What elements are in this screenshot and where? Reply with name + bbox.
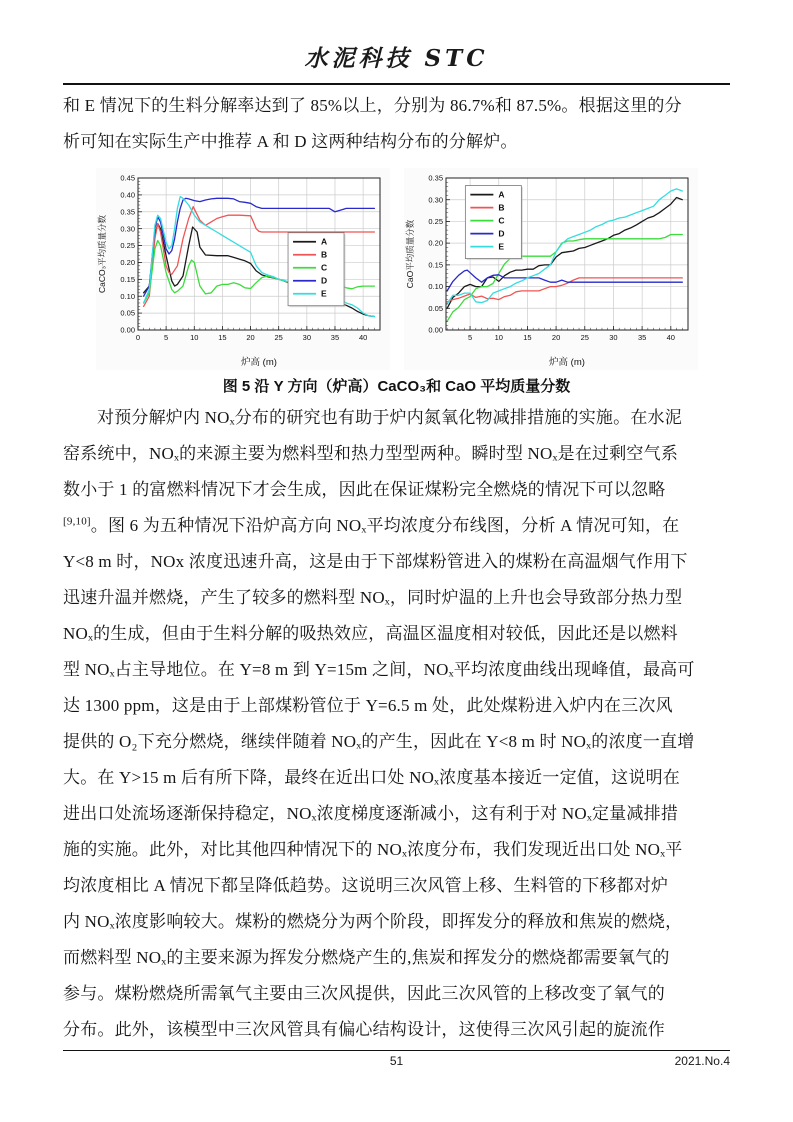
svg-text:5: 5 — [163, 333, 168, 342]
svg-text:0.05: 0.05 — [119, 308, 135, 318]
svg-text:35: 35 — [637, 333, 646, 342]
svg-text:30: 30 — [608, 333, 618, 342]
svg-text:0.35: 0.35 — [119, 207, 135, 217]
svg-text:0: 0 — [135, 333, 140, 342]
svg-text:0.05: 0.05 — [427, 303, 443, 313]
text-line: 分布。此外，该模型中三次风管具有偏心结构设计，这使得三次风引起的旋流作 — [63, 1020, 665, 1039]
svg-text:0.00: 0.00 — [119, 325, 135, 335]
text-line: 施的实施。此外，对比其他四种情况下的 NOₓ浓度分布，我们发现近出口处 NOₓ平 — [63, 840, 683, 859]
svg-text:C: C — [497, 215, 505, 226]
svg-text:40: 40 — [666, 333, 675, 342]
svg-text:15: 15 — [522, 333, 532, 342]
svg-text:0.30: 0.30 — [119, 224, 135, 234]
issue-label: 2021.No.4 — [674, 1054, 730, 1068]
svg-text:炉高 (m): 炉高 (m) — [240, 357, 277, 368]
text-line: Y<8 m 时，NOx 浓度迅速升高，这是由于下部煤粉管进入的煤粉在高温烟气作用下 — [63, 552, 688, 571]
header-rule — [63, 83, 730, 85]
text-line: 和 E 情况下的生料分解率达到了 85%以上，分别为 86.7%和 87.5%。根据这里的分 — [63, 96, 682, 115]
svg-text:10: 10 — [494, 333, 503, 342]
svg-text:25: 25 — [274, 333, 283, 342]
text-line: 析可知在实际生产中推荐 A 和 D 这两种结构分布的分解炉。 — [63, 132, 518, 151]
svg-text:B: B — [320, 249, 327, 260]
svg-text:0.20: 0.20 — [427, 238, 443, 248]
line-text: 对预分解炉内 NOₓ分布的研究也有助于炉内氮氧化物减排措施的实施。在水泥 — [97, 408, 682, 427]
text-line: NOₓ的生成，但由于生料分解的吸热效应，高温区温度相对较低，因此还是以燃料 — [63, 624, 678, 643]
svg-text:30: 30 — [302, 333, 311, 342]
text-line: 内 NOₓ浓度影响较大。煤粉的燃烧分为两个阶段，即挥发分的释放和焦炭的燃烧， — [63, 912, 683, 931]
svg-text:20: 20 — [551, 333, 560, 342]
svg-text:40: 40 — [358, 333, 367, 342]
footer-row — [63, 1051, 730, 1071]
page-content — [0, 88, 793, 1048]
svg-text:CaCO₃平均质量分数: CaCO₃平均质量分数 — [96, 214, 107, 294]
text-line: 型 NOₓ占主导地位。在 Y=8 m 到 Y=15m 之间，NOₓ平均浓度曲线出现峰值，最高可 — [63, 660, 695, 679]
page-footer — [63, 1050, 730, 1071]
figure-5 — [63, 168, 730, 370]
chart-cao — [404, 168, 698, 370]
text-line: 提供的 O₂下充分燃烧，继续伴随着 NOₓ的产生，因此在 Y<8 m 时 NOₓ的浓度一直增 — [63, 732, 695, 751]
cao-line-chart — [404, 168, 698, 370]
svg-text:A: A — [497, 189, 505, 200]
svg-text:0.25: 0.25 — [427, 217, 443, 227]
svg-text:15: 15 — [217, 333, 227, 342]
svg-text:0.20: 0.20 — [119, 258, 135, 268]
page-number: 51 — [389, 1054, 404, 1068]
intro-paragraph — [63, 88, 730, 160]
text-line: 参与。煤粉燃烧所需氧气主要由三次风提供，因此三次风管的上移改变了氧气的 — [63, 984, 665, 1003]
svg-text:0.15: 0.15 — [119, 274, 135, 284]
svg-text:CaO平均质量分数: CaO平均质量分数 — [404, 219, 415, 289]
svg-text:0.00: 0.00 — [427, 325, 443, 335]
svg-text:B: B — [497, 202, 505, 213]
svg-text:0.10: 0.10 — [427, 282, 443, 292]
body-paragraph — [63, 400, 730, 1048]
svg-text:炉高 (m): 炉高 (m) — [548, 357, 585, 368]
caco3-line-chart — [96, 168, 390, 370]
chart-caco3 — [96, 168, 390, 370]
text-line — [63, 508, 730, 544]
text-line: 达 1300 ppm，这是由于上部煤粉管位于 Y=6.5 m 处，此处煤粉进入炉内在三次风 — [63, 696, 673, 715]
svg-text:0.10: 0.10 — [119, 291, 135, 301]
figure-caption: 图 5 沿 Y 方向（炉高）CaCO₃和 CaO 平均质量分数 — [222, 378, 571, 395]
page-header — [0, 0, 793, 73]
text-line: 窑系统中，NOₓ的来源主要为燃料型和热力型型两种。瞬时型 NOₓ是在过剩空气系 — [63, 444, 679, 463]
svg-text:A: A — [320, 236, 327, 247]
svg-text:25: 25 — [580, 333, 589, 342]
svg-text:D: D — [497, 228, 505, 239]
svg-text:E: E — [320, 288, 327, 299]
text-line: 而燃料型 NOₓ的主要来源为挥发分燃烧产生的,焦炭和挥发分的燃烧都需要氧气的 — [63, 948, 670, 967]
text-line: 进出口处流场逐渐保持稳定，NOₓ浓度梯度逐渐减小，这有利于对 NOₓ定量减排措 — [63, 804, 679, 823]
citation-superscript: [9,10] — [63, 515, 91, 528]
svg-text:0.15: 0.15 — [427, 260, 443, 270]
text-line: 均浓度相比 A 情况下都呈降低趋势。这说明三次风管上移、生料管的下移都对炉 — [63, 876, 669, 895]
svg-text:C: C — [320, 262, 327, 273]
text-line: 数小于 1 的富燃料情况下才会生成，因此在保证煤粉完全燃烧的情况下可以忽略 — [63, 480, 666, 499]
svg-text:0.45: 0.45 — [119, 173, 135, 183]
text-line: 迅速升温并燃烧，产生了较多的燃料型 NOₓ，同时炉温的上升也会导致部分热力型 — [63, 588, 683, 607]
svg-text:20: 20 — [245, 333, 255, 342]
svg-text:0.40: 0.40 — [119, 190, 135, 200]
line-text: 。图 6 为五种情况下沿炉高方向 NOₓ平均浓度分布线图，分析 A 情况可知，在 — [90, 516, 680, 535]
svg-text:E: E — [497, 241, 504, 252]
journal-title: 水泥科技 STC — [304, 45, 489, 72]
svg-text:0.35: 0.35 — [427, 173, 443, 183]
svg-text:10: 10 — [189, 333, 198, 342]
svg-text:D: D — [320, 275, 327, 286]
svg-text:0.25: 0.25 — [119, 241, 135, 251]
text-line: 大。在 Y>15 m 后有所下降，最终在近出口处 NOₓ浓度基本接近一定值，这说明在 — [63, 768, 680, 787]
svg-text:0.30: 0.30 — [427, 195, 443, 205]
text-line — [63, 400, 730, 436]
svg-text:35: 35 — [330, 333, 339, 342]
svg-text:5: 5 — [467, 333, 472, 342]
